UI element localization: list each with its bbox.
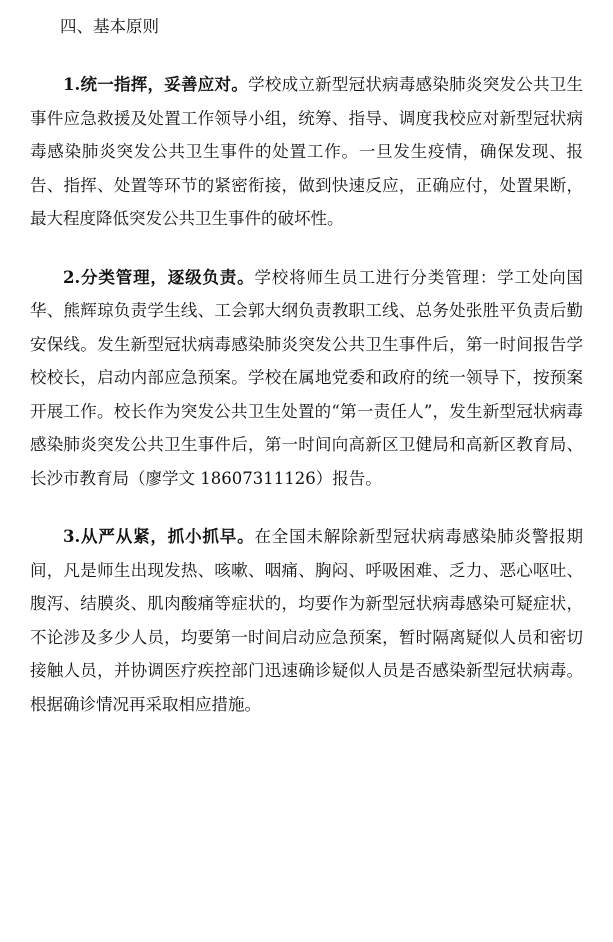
principle-2-body: 学校将师生员工进行分类管理：学工处向国华、熊辉琼负责学生线、工会郭大纲负责教职工线、总务处张胜平负责后勤安保线。发生新型冠状病毒感染肺炎突发公共卫生事件后，第一时间报告学校校长，启动内部应急预案。学校在属地党委和政府的统一领导下，按预案开展工作。校长作为突发公共卫生处置的“第一责任人”，发生新型冠状病毒感染肺炎突发公共卫生事件后，第一时间向高新区卫健局和高新区教育局、长沙市教育局（廖学文 18607311126）报告。 xyxy=(30,267,583,488)
principle-1-body: 学校成立新型冠状病毒感染肺炎突发公共卫生事件应急救援及处置工作领导小组，统筹、指导、调度我校应对新型冠状病毒感染肺炎突发公共卫生事件的处置工作。一旦发生疫情，确保发现、报告、指挥、处置等环节的紧密衔接，做到快速反应，正确应付，处置果断，最大程度降低突发公共卫生事件的破坏性。 xyxy=(30,75,583,228)
principle-paragraph-2 xyxy=(30,261,583,496)
section-heading: 四、基本原则 xyxy=(60,17,159,36)
principle-paragraph-3 xyxy=(30,520,583,721)
principle-3-body: 在全国未解除新型冠状病毒感染肺炎警报期间，凡是师生出现发热、咳嗽、咽痛、胸闷、呼吸困难、乏力、恶心呕吐、腹泻、结膜炎、肌肉酸痛等症状的，均要作为新型冠状病毒感染可疑症状，不论涉及多少人员，均要第一时间启动应急预案，暂时隔离疑似人员和密切接触人员，并协调医疗疾控部门迅速确诊疑似人员是否感染新型冠状病毒。根据确诊情况再采取相应措施。 xyxy=(30,527,583,714)
principle-2-lead: 2.分类管理，逐级负责。 xyxy=(63,267,255,287)
principle-3-lead: 3.从严从紧，抓小抓早。 xyxy=(63,527,255,546)
principle-paragraph-1 xyxy=(30,68,583,236)
principle-1-lead: 1.统一指挥，妥善应对。 xyxy=(63,75,249,94)
